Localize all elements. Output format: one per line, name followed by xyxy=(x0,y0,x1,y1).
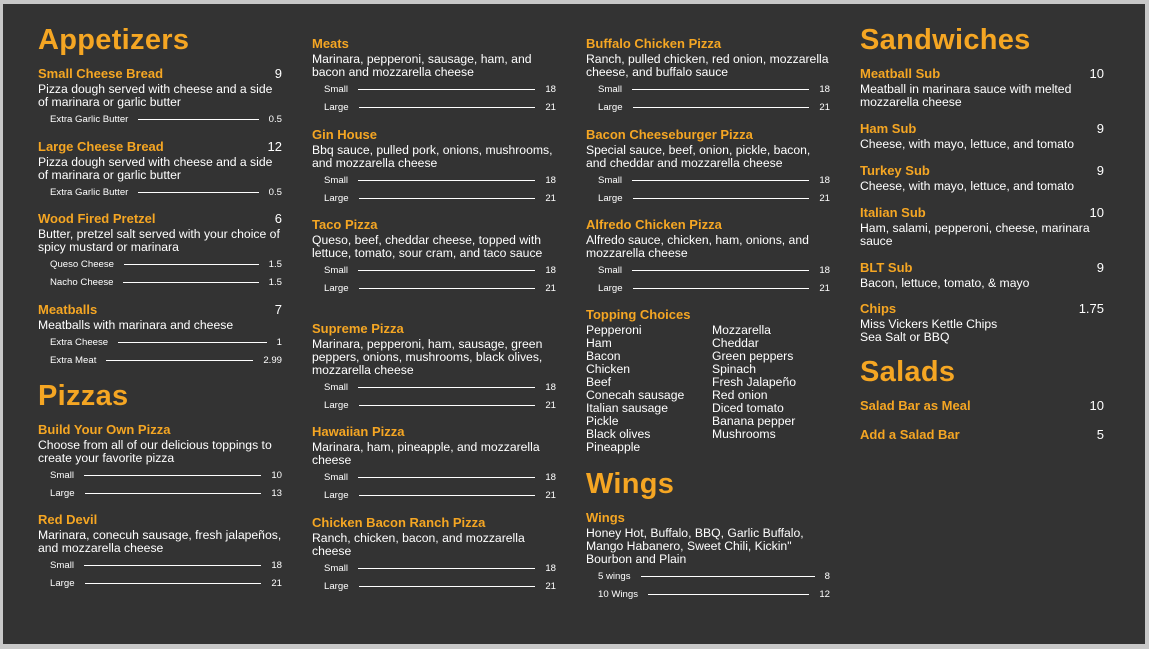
menu-item-alfredo-chicken-pizza xyxy=(586,217,830,297)
option-row xyxy=(312,396,556,414)
item-name: Supreme Pizza xyxy=(312,321,404,336)
option-row xyxy=(38,273,282,291)
option-row xyxy=(312,189,556,207)
option-label: Extra Cheese xyxy=(50,336,109,348)
option-price: 21 xyxy=(819,101,830,113)
option-label: Small xyxy=(324,264,348,276)
topping-item: Mozzarella xyxy=(712,323,771,337)
topping-choices-title: Topping Choices xyxy=(586,307,691,322)
leader-line xyxy=(138,192,258,193)
item-price: 1.75 xyxy=(1078,301,1104,316)
item-name: Meatballs xyxy=(38,302,98,317)
item-description: Marinara, pepperoni, sausage, ham, and bacon and mozzarella cheese xyxy=(312,52,532,79)
topping-item: Green peppers xyxy=(712,349,794,363)
option-row xyxy=(38,255,282,273)
option-price: 18 xyxy=(819,264,830,276)
option-label: Extra Meat xyxy=(50,354,97,366)
item-name: Build Your Own Pizza xyxy=(38,422,171,437)
topping-item: Diced tomato xyxy=(712,401,784,415)
topping-item: Pineapple xyxy=(586,440,641,454)
option-row xyxy=(312,279,556,297)
topping-item: Red onion xyxy=(712,388,768,402)
menu-item-blt-sub xyxy=(860,260,1104,290)
topping-list-right xyxy=(712,324,796,441)
menu-item-hawaiian-pizza xyxy=(312,424,556,504)
leader-line xyxy=(85,493,262,494)
menu-item-wood-fired-pretzel xyxy=(38,211,282,291)
option-label: Small xyxy=(324,174,348,186)
option-price: 0.5 xyxy=(268,113,282,125)
leader-line xyxy=(358,180,535,181)
leader-line xyxy=(633,288,810,289)
option-price: 18 xyxy=(819,83,830,95)
option-label: Large xyxy=(598,101,623,113)
option-row xyxy=(312,261,556,279)
option-row xyxy=(38,110,282,128)
menu-item-gin-house xyxy=(312,127,556,207)
item-description: Special sauce, beef, onion, pickle, bacon, and cheddar and mozzarella cheese xyxy=(586,143,811,170)
section-title-pizzas: Pizzas xyxy=(38,380,129,412)
item-description: Choose from all of our delicious toppings to create your favorite pizza xyxy=(38,438,272,465)
item-name: Large Cheese Bread xyxy=(38,139,164,154)
option-row xyxy=(586,261,830,279)
option-price: 18 xyxy=(545,174,556,186)
section-title-sandwiches: Sandwiches xyxy=(860,24,1031,56)
item-description: Ranch, pulled chicken, red onion, mozzarella cheese, and buffalo sauce xyxy=(586,52,829,79)
item-description: Ham, salami, pepperoni, cheese, marinara sauce xyxy=(860,221,1090,248)
item-description: Alfredo sauce, chicken, ham, onions, and mozzarella cheese xyxy=(586,233,809,260)
option-price: 18 xyxy=(545,471,556,483)
menu-item-build-your-own-pizza xyxy=(38,422,282,502)
option-label: Small xyxy=(324,562,348,574)
menu-item-italian-sub xyxy=(860,205,1104,248)
item-name: Taco Pizza xyxy=(312,217,378,232)
item-name: Salad Bar as Meal xyxy=(860,398,971,413)
menu-item-taco-pizza xyxy=(312,217,556,297)
item-price: 9 xyxy=(1096,121,1104,136)
item-description: Pizza dough served with cheese and a side of marinara or garlic butter xyxy=(38,82,273,109)
item-price: 10 xyxy=(1089,398,1104,413)
option-price: 10 xyxy=(271,469,282,481)
option-row xyxy=(586,98,830,116)
topping-item: Beef xyxy=(586,375,612,389)
item-description: Bacon, lettuce, tomato, & mayo xyxy=(860,276,1030,290)
option-label: Nacho Cheese xyxy=(50,276,114,288)
menu-item-turkey-sub xyxy=(860,163,1104,193)
item-name: Meats xyxy=(312,36,349,51)
item-description: Pizza dough served with cheese and a side of marinara or garlic butter xyxy=(38,155,273,182)
leader-line xyxy=(106,360,253,361)
item-description: Marinara, pepperoni, ham, sausage, green peppers, onions, mushrooms, black olives, mozzarella cheese xyxy=(312,337,543,377)
option-label: Small xyxy=(50,469,74,481)
leader-line xyxy=(358,568,535,569)
leader-line xyxy=(359,405,536,406)
topping-item: Conecah sausage xyxy=(586,388,685,402)
option-price: 1 xyxy=(276,336,282,348)
item-description: Cheese, with mayo, lettuce, and tomato xyxy=(860,137,1075,151)
item-name: Small Cheese Bread xyxy=(38,66,164,81)
item-description: Cheese, with mayo, lettuce, and tomato xyxy=(860,179,1075,193)
option-label: Queso Cheese xyxy=(50,258,114,270)
menu-item-salad-bar-as-meal xyxy=(860,398,1104,414)
item-description: Meatballs with marinara and cheese xyxy=(38,318,234,332)
option-row xyxy=(38,183,282,201)
menu-item-ham-sub xyxy=(860,121,1104,151)
item-name: Meatball Sub xyxy=(860,66,941,81)
option-price: 21 xyxy=(545,101,556,113)
menu-item-add-a-salad-bar xyxy=(860,427,1104,443)
option-price: 13 xyxy=(271,487,282,499)
option-label: Large xyxy=(324,192,349,204)
option-label: Small xyxy=(598,264,622,276)
option-label: Large xyxy=(324,489,349,501)
leader-line xyxy=(633,107,810,108)
leader-line xyxy=(358,387,535,388)
option-row xyxy=(586,189,830,207)
option-row xyxy=(312,378,556,396)
option-label: Large xyxy=(50,487,75,499)
option-row xyxy=(38,556,282,574)
option-row xyxy=(312,559,556,577)
leader-line xyxy=(359,198,536,199)
leader-line xyxy=(633,198,810,199)
option-price: 1.5 xyxy=(268,258,282,270)
item-description: Marinara, ham, pineapple, and mozzarella cheese xyxy=(312,440,540,467)
option-price: 21 xyxy=(545,580,556,592)
option-price: 18 xyxy=(545,562,556,574)
option-label: Small xyxy=(598,83,622,95)
menu-item-chicken-bacon-ranch-pizza xyxy=(312,515,556,595)
option-label: Large xyxy=(50,577,75,589)
item-name: Turkey Sub xyxy=(860,163,930,178)
option-price: 12 xyxy=(819,588,830,600)
item-name: Add a Salad Bar xyxy=(860,427,960,442)
menu-item-red-devil xyxy=(38,512,282,592)
topping-item: Pepperoni xyxy=(586,323,642,337)
item-price: 9 xyxy=(1096,260,1104,275)
leader-line xyxy=(358,270,535,271)
menu-item-chips xyxy=(860,301,1104,344)
option-price: 18 xyxy=(819,174,830,186)
topping-item: Italian sausage xyxy=(586,401,668,415)
topping-item: Pickle xyxy=(586,414,619,428)
option-label: Small xyxy=(50,559,74,571)
option-price: 8 xyxy=(824,570,830,582)
option-label: Large xyxy=(324,101,349,113)
option-price: 21 xyxy=(819,282,830,294)
item-description: Meatball in marinara sauce with melted mozzarella cheese xyxy=(860,82,1072,109)
option-row xyxy=(38,333,282,351)
topping-item: Black olives xyxy=(586,427,651,441)
option-label: Large xyxy=(598,282,623,294)
item-price: 5 xyxy=(1096,427,1104,442)
topping-item: Bacon xyxy=(586,349,621,363)
option-row xyxy=(312,171,556,189)
item-name: Chips xyxy=(860,301,897,316)
section-title-salads: Salads xyxy=(860,356,956,388)
option-row xyxy=(38,484,282,502)
item-description: Marinara, conecuh sausage, fresh jalapeños, and mozzarella cheese xyxy=(38,528,282,555)
item-name: Italian Sub xyxy=(860,205,926,220)
menu-item-large-cheese-bread xyxy=(38,139,282,201)
leader-line xyxy=(632,180,809,181)
menu-board xyxy=(3,4,1145,644)
item-name: Wings xyxy=(586,510,625,525)
option-price: 21 xyxy=(545,489,556,501)
option-price: 21 xyxy=(271,577,282,589)
item-name: Buffalo Chicken Pizza xyxy=(586,36,722,51)
topping-item: Ham xyxy=(586,336,612,350)
item-name: Chicken Bacon Ranch Pizza xyxy=(312,515,486,530)
item-name: BLT Sub xyxy=(860,260,913,275)
option-row xyxy=(312,80,556,98)
option-row xyxy=(586,585,830,603)
leader-line xyxy=(359,495,536,496)
topping-item: Mushrooms xyxy=(712,427,776,441)
item-name: Alfredo Chicken Pizza xyxy=(586,217,722,232)
topping-item: Fresh Jalapeño xyxy=(712,375,797,389)
option-label: Extra Garlic Butter xyxy=(50,113,129,125)
item-price: 9 xyxy=(274,66,282,81)
section-title-appetizers: Appetizers xyxy=(38,24,190,56)
option-price: 1.5 xyxy=(268,276,282,288)
item-price: 9 xyxy=(1096,163,1104,178)
item-price: 10 xyxy=(1089,66,1104,81)
item-price: 7 xyxy=(274,302,282,317)
item-name: Gin House xyxy=(312,127,378,142)
option-price: 21 xyxy=(545,192,556,204)
option-label: Large xyxy=(324,580,349,592)
leader-line xyxy=(641,576,815,577)
option-label: 10 Wings xyxy=(598,588,638,600)
leader-line xyxy=(358,89,535,90)
topping-item: Banana pepper xyxy=(712,414,796,428)
option-label: 5 wings xyxy=(598,570,631,582)
leader-line xyxy=(632,89,809,90)
topping-item: Chicken xyxy=(586,362,631,376)
leader-line xyxy=(632,270,809,271)
option-row xyxy=(312,98,556,116)
item-name: Red Devil xyxy=(38,512,98,527)
leader-line xyxy=(359,586,536,587)
topping-choices xyxy=(586,307,830,454)
option-row xyxy=(38,574,282,592)
option-label: Small xyxy=(598,174,622,186)
leader-line xyxy=(118,342,267,343)
item-name: Hawaiian Pizza xyxy=(312,424,405,439)
option-label: Large xyxy=(324,399,349,411)
option-price: 2.99 xyxy=(263,354,282,366)
leader-line xyxy=(359,107,536,108)
option-price: 21 xyxy=(819,192,830,204)
menu-item-wings xyxy=(586,510,830,603)
option-row xyxy=(312,468,556,486)
option-label: Small xyxy=(324,381,348,393)
leader-line xyxy=(84,565,261,566)
topping-item: Spinach xyxy=(712,362,757,376)
item-price: 12 xyxy=(267,139,282,154)
option-label: Large xyxy=(324,282,349,294)
option-label: Small xyxy=(324,83,348,95)
item-description: Honey Hot, Buffalo, BBQ, Garlic Buffalo, Mango Habanero, Sweet Chili, Kickin" Bourbon and Plain xyxy=(586,526,804,566)
menu-item-meatball-sub xyxy=(860,66,1104,109)
option-label: Small xyxy=(324,471,348,483)
option-row xyxy=(586,279,830,297)
option-row xyxy=(586,171,830,189)
option-price: 21 xyxy=(545,282,556,294)
option-label: Large xyxy=(598,192,623,204)
item-name: Wood Fired Pretzel xyxy=(38,211,156,226)
option-label: Extra Garlic Butter xyxy=(50,186,129,198)
leader-line xyxy=(648,594,809,595)
option-row xyxy=(38,466,282,484)
option-row xyxy=(312,577,556,595)
option-row xyxy=(586,567,830,585)
item-price: 10 xyxy=(1089,205,1104,220)
item-description: Queso, beef, cheddar cheese, topped with lettuce, tomato, sour cram, and taco sauce xyxy=(312,233,543,260)
menu-item-buffalo-chicken-pizza xyxy=(586,36,830,116)
leader-line xyxy=(124,264,259,265)
topping-item: Cheddar xyxy=(712,336,759,350)
item-description-extra: Sea Salt or BBQ xyxy=(860,330,950,344)
item-description: Miss Vickers Kettle Chips xyxy=(860,317,998,331)
option-row xyxy=(586,80,830,98)
item-name: Ham Sub xyxy=(860,121,917,136)
option-row xyxy=(38,351,282,369)
option-price: 18 xyxy=(271,559,282,571)
item-name: Bacon Cheeseburger Pizza xyxy=(586,127,753,142)
item-description: Butter, pretzel salt served with your choice of spicy mustard or marinara xyxy=(38,227,280,254)
leader-line xyxy=(84,475,261,476)
option-price: 0.5 xyxy=(268,186,282,198)
item-description: Ranch, chicken, bacon, and mozzarella cheese xyxy=(312,531,525,558)
item-price: 6 xyxy=(274,211,282,226)
leader-line xyxy=(358,477,535,478)
item-description: Bbq sauce, pulled pork, onions, mushrooms, and mozzarella cheese xyxy=(312,143,553,170)
menu-item-bacon-cheeseburger-pizza xyxy=(586,127,830,207)
option-row xyxy=(312,486,556,504)
leader-line xyxy=(85,583,262,584)
menu-item-meats xyxy=(312,36,556,116)
leader-line xyxy=(138,119,258,120)
section-title-wings: Wings xyxy=(586,468,675,500)
option-price: 18 xyxy=(545,264,556,276)
menu-item-small-cheese-bread xyxy=(38,66,282,128)
option-price: 18 xyxy=(545,83,556,95)
option-price: 18 xyxy=(545,381,556,393)
menu-item-supreme-pizza xyxy=(312,321,556,414)
menu-item-meatballs xyxy=(38,302,282,369)
option-price: 21 xyxy=(545,399,556,411)
leader-line xyxy=(359,288,536,289)
leader-line xyxy=(123,282,258,283)
topping-list-left xyxy=(586,324,684,454)
